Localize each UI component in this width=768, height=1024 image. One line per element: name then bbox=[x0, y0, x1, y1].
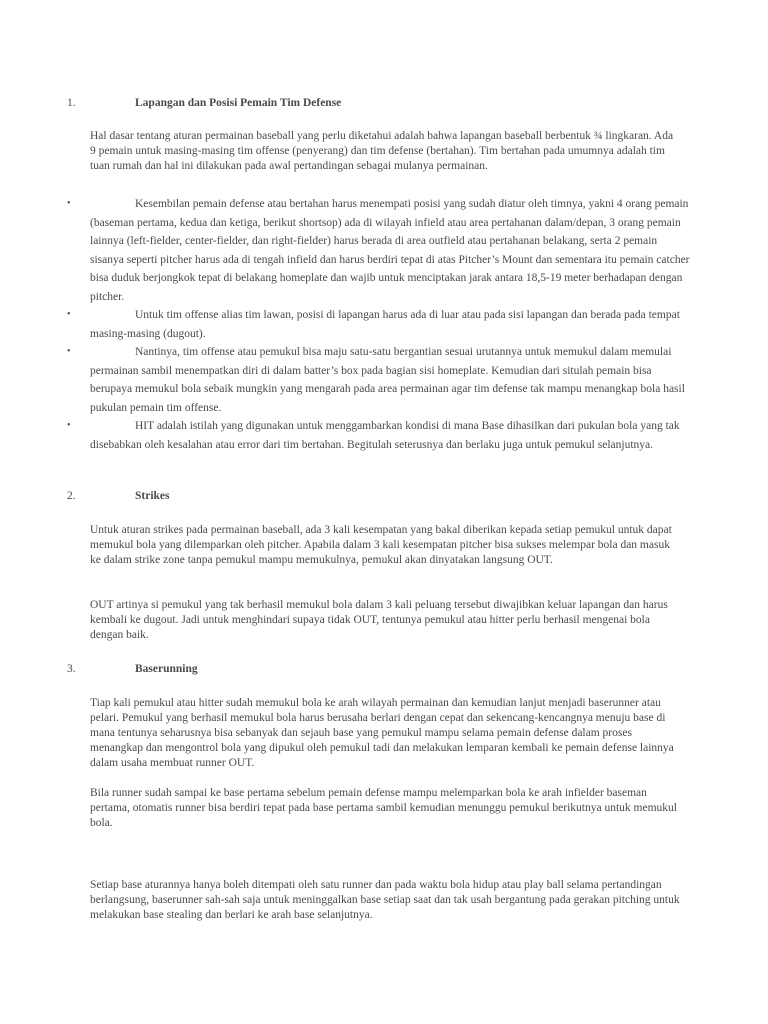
paragraph: Setiap base aturannya hanya boleh ditempati oleh satu runner dan pada waktu bola hidup atau play ball selama pertandingan berlangsung, baserunner sah-sah saja untuk meninggalkan base setiap saat dan tak usah bergantung pada gerakan pitching untuk melakukan base stealing dan berlari ke arah base selanjutnya. bbox=[90, 879, 680, 921]
section-number: 3. bbox=[67, 663, 76, 675]
section-number: 1. bbox=[67, 97, 76, 109]
paragraph: OUT artinya si pemukul yang tak berhasil memukul bola dalam 3 kali peluang tersebut diwajibkan keluar lapangan dan harus kembali ke dugout. Jadi untuk menghindari supaya tidak OUT, tentunya pemukul atau hitter perlu berhasil mengenai bola dengan baik. bbox=[90, 599, 668, 641]
list-item-text: Kesembilan pemain defense atau bertahan harus menempati posisi yang sudah diatur oleh timnya, yakni 4 orang pemain (baseman pertama, kedua dan ketiga, berikut shortsop) ada di wilayah infield atau area pertahanan dalam/depan, 3 orang pemain lainnya (left-fielder, center-fielder, dan right-fielder) harus berada di area outfield atau pertahanan belakang, serta 2 pemain sisanya seperti pitcher harus ada di tengah infield dan harus berdiri tepat di atas Pitcher’s Mount dan sementara itu pemain catcher bisa duduk berjongkok tepat di belakang homeplate dan wajib untuk menciptakan jarak antara 18,5-19 meter berhadapan dengan pitcher. bbox=[90, 198, 690, 303]
bullet-icon: • bbox=[67, 198, 71, 209]
paragraph: Tiap kali pemukul atau hitter sudah memukul bola ke arah wilayah permainan dan kemudian lanjut menjadi baserunner atau pelari. Pemukul yang berhasil memukul bola harus berusaha berlari dengan cepat dan sekencang-kencangnya menuju base di mana tentunya seharusnya bisa sebanyak dan sejauh base yang pemukul mampu selama pemain defense dalam proses menangkap dan mengontrol bola yang dipukul oleh pemukul tadi dan melakukan lemparan kembali ke pemain defense lainnya dalam usaha membuat runner OUT. bbox=[90, 697, 674, 769]
list-item-text: Nantinya, tim offense atau pemukul bisa maju satu-satu bergantian sesuai urutannya untuk memukul dalam memulai permainan sambil menempatkan diri di dalam batter’s box pada bagian sisi homeplate. Kemudian dari situlah pemain bisa berupaya memukul bola sebaik mungkin yang mengarah pada area permainan agar tim defense tak mampu menangkap bola hasil pukulan pemain tim offense. bbox=[90, 346, 685, 414]
bullet-icon: • bbox=[67, 309, 71, 320]
bullet-icon: • bbox=[67, 346, 71, 357]
paragraph: Untuk aturan strikes pada permainan baseball, ada 3 kali kesempatan yang bakal diberikan kepada setiap pemukul untuk dapat memukul bola yang dilemparkan oleh pitcher. Apabila dalam 3 kali kesempatan pitcher bisa sukses melempar bola dan masuk ke dalam strike zone tanpa pemukul mampu memukulnya, pemukul akan dinyatakan langsung OUT. bbox=[90, 524, 672, 566]
paragraph: Hal dasar tentang aturan permainan baseball yang perlu diketahui adalah bahwa lapangan baseball berbentuk ¾ lingkaran. Ada 9 pemain untuk masing-masing tim offense (penyerang) dan tim defense (bertahan). Tim bertahan pada umumnya adalah tim tuan rumah dan hal ini dilakukan pada awal pertandingan sebagai mulanya permainan. bbox=[90, 130, 674, 172]
list-item-text: HIT adalah istilah yang digunakan untuk menggambarkan kondisi di mana Base dihasilkan dari pukulan bola yang tak disebabkan oleh kesalahan atau error dari tim bertahan. Begitulah seterusnya dan berlaku juga untuk pemukul selanjutnya. bbox=[90, 420, 680, 451]
section-title: Baserunning bbox=[135, 663, 198, 675]
section-title: Strikes bbox=[135, 490, 170, 502]
section-title: Lapangan dan Posisi Pemain Tim Defense bbox=[135, 97, 342, 109]
list-item-text: Untuk tim offense alias tim lawan, posisi di lapangan harus ada di luar atau pada sisi lapangan dan berada pada tempat masing-masing (dugout). bbox=[90, 309, 680, 340]
section-number: 2. bbox=[67, 490, 76, 502]
bullet-icon: • bbox=[67, 420, 71, 431]
paragraph: Bila runner sudah sampai ke base pertama sebelum pemain defense mampu melemparkan bola ke arah infielder baseman pertama, otomatis runner bisa berdiri tepat pada base pertama sambil kemudian menunggu pemukul berikutnya untuk memukul bola. bbox=[90, 787, 677, 829]
